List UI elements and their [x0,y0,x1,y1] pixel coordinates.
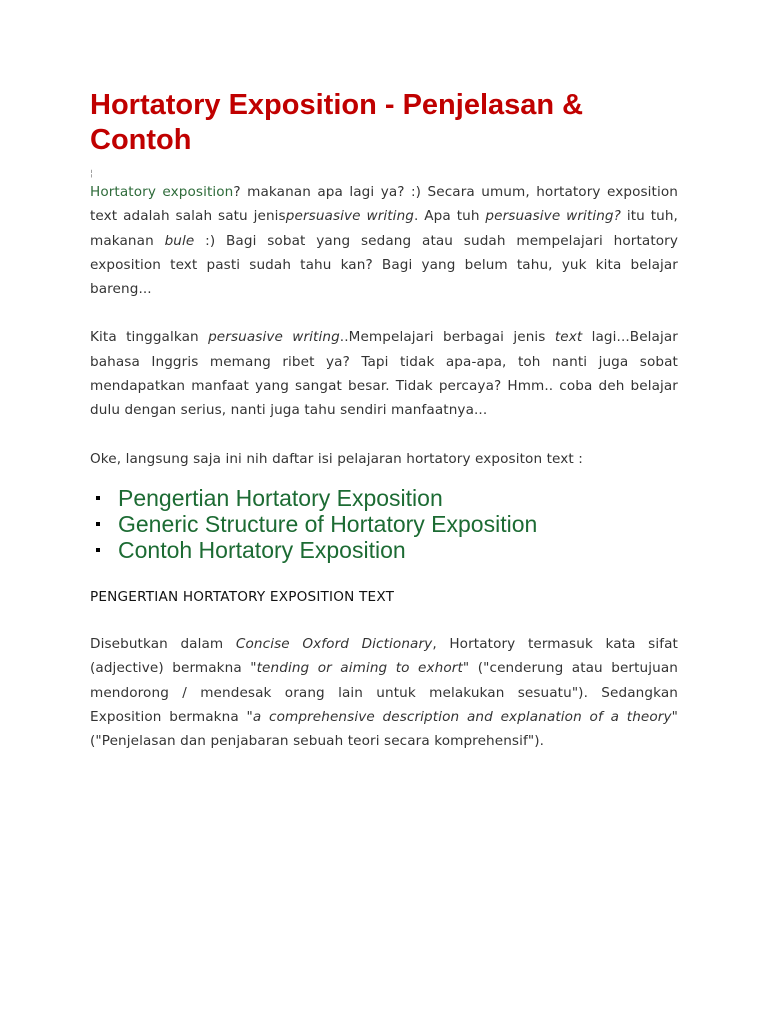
toc-item-label[interactable]: Pengertian Hortatory Exposition [118,484,443,511]
para5-text-2: , Hortatory termasuk kata sifat (adjective) bermakna [90,635,678,677]
para2-italic-2: text [554,329,583,346]
intro-text-4: :) Bagi sobat yang sedang atau sudah mempelajari hortatory exposition text pasti sudah tahu kan? Bagi yang belum tahu, yuk kita belajar bareng... [90,232,679,298]
para2-text-3: lagi...Belajar bahasa Inggris memang ribet ya? Tapi tidak apa-apa, toh nanti juga sobat mendapatkan manfaat yang sangat besar. Tidak percaya? Hmm.. coba deh belajar dulu dengan serius, nanti juga tahu sendiri manfaatnya... [90,329,678,419]
toc-item[interactable] [90,537,678,563]
toc-intro-paragraph: Oke, langsung saja ini nih daftar isi pelajaran hortatory expositon text : [90,450,583,467]
table-of-contents [90,485,678,563]
bullet-square-icon [96,496,100,500]
para5-text-3: ("cenderung atau bertujuan mendorong / mendesak orang lain untuk melakukan sesuatu"). Sedangkan Exposition bermakna [90,660,678,725]
second-paragraph [90,325,678,422]
toc-item-label[interactable]: Generic Structure of Hortatory Exposition [118,510,538,537]
intro-text-2: . Apa tuh [414,208,486,225]
intro-italic-2: persuasive writing? [485,208,621,225]
document-page [90,88,678,753]
section-heading: PENGERTIAN HORTATORY EXPOSITION TEXT [90,588,395,605]
intro-paragraph [90,180,678,301]
para2-text-1: Kita tinggalkan [90,329,209,346]
toc-item[interactable] [90,511,678,537]
para5-text-4: ("Penjelasan dan penjabaran sebuah teori secara komprehensif"). [90,733,545,750]
intro-text-3: itu tuh, makanan [90,208,678,249]
anchor-marker: ¦ [90,169,94,179]
intro-text-1: ? makanan apa lagi ya? :) Secara umum, hortatory exposition text adalah salah satu jenis [90,184,678,225]
para5-text-1: Disebutkan dalam [90,635,236,652]
toc-item-label[interactable]: Contoh Hortatory Exposition [118,536,406,563]
page-title: Hortatory Exposition - Penjelasan & Contoh [90,89,584,156]
para2-italic-1: persuasive writing [208,329,340,346]
intro-italic-1: persuasive writing [285,208,415,225]
intro-italic-3: bule [164,232,195,249]
para2-text-2: ..Mempelajari berbagai jenis [339,329,555,346]
intro-lead: Hortatory exposition [90,184,234,200]
bullet-square-icon [96,522,100,526]
bullet-square-icon [96,548,100,552]
para5-italic-1: Concise Oxford Dictionary [235,635,433,652]
definition-paragraph [90,632,678,753]
toc-item[interactable] [90,485,678,511]
para5-italic-3: "a comprehensive description and explanation of a theory" [246,708,678,725]
para5-italic-2: "tending or aiming to exhort" [250,660,470,677]
